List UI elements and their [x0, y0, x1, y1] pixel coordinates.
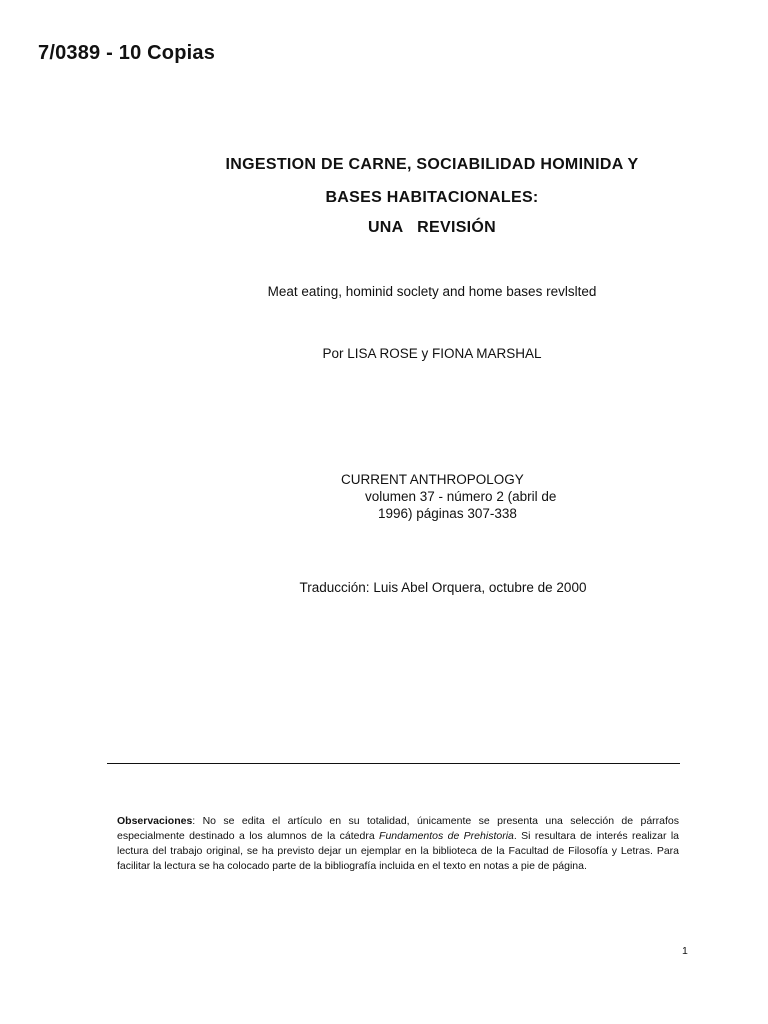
title-line-3: UNA REVISIÓN	[367, 219, 497, 236]
document-header-copies: 7/0389 - 10 Copias	[38, 42, 216, 64]
page-number: 1	[682, 945, 688, 957]
observations-paragraph	[117, 814, 679, 874]
english-subtitle: Meat eating, hominid soclety and home bases revlslted	[267, 284, 597, 299]
section-divider	[107, 763, 680, 764]
journal-name: CURRENT ANTHROPOLOGY	[341, 472, 524, 487]
course-name: Fundamentos de Prehistoria	[379, 830, 514, 842]
observations-label: Observaciones	[117, 815, 193, 827]
observations-text-1: : No se edita el artículo en su totalidad, únicamente se presenta una selección de párrafos especialmente destinado a los alumnos de la cátedra	[117, 815, 679, 842]
title-line-1: INGESTION DE CARNE, SOCIABILIDAD HOMINIDA Y	[225, 156, 639, 173]
journal-pages: 1996) páginas 307-338	[378, 506, 517, 521]
translation-credit: Traducción: Luis Abel Orquera, octubre de 2000	[299, 580, 587, 595]
journal-volume: volumen 37 - número 2 (abril de	[365, 489, 557, 504]
title-line-2: BASES HABITACIONALES:	[325, 189, 539, 206]
authors-line: Por LISA ROSE y FIONA MARSHAL	[322, 346, 542, 361]
journal-citation	[341, 471, 556, 522]
observations-text-2: . Si resultara de interés realizar la lectura del trabajo original, se ha previsto dejar un ejemplar en la biblioteca de la Facultad de Filosofía y Letras. Para facilitar la lectura se ha colocado parte de la bibliografía incluida en el texto en notas a pie de página.	[117, 830, 680, 872]
